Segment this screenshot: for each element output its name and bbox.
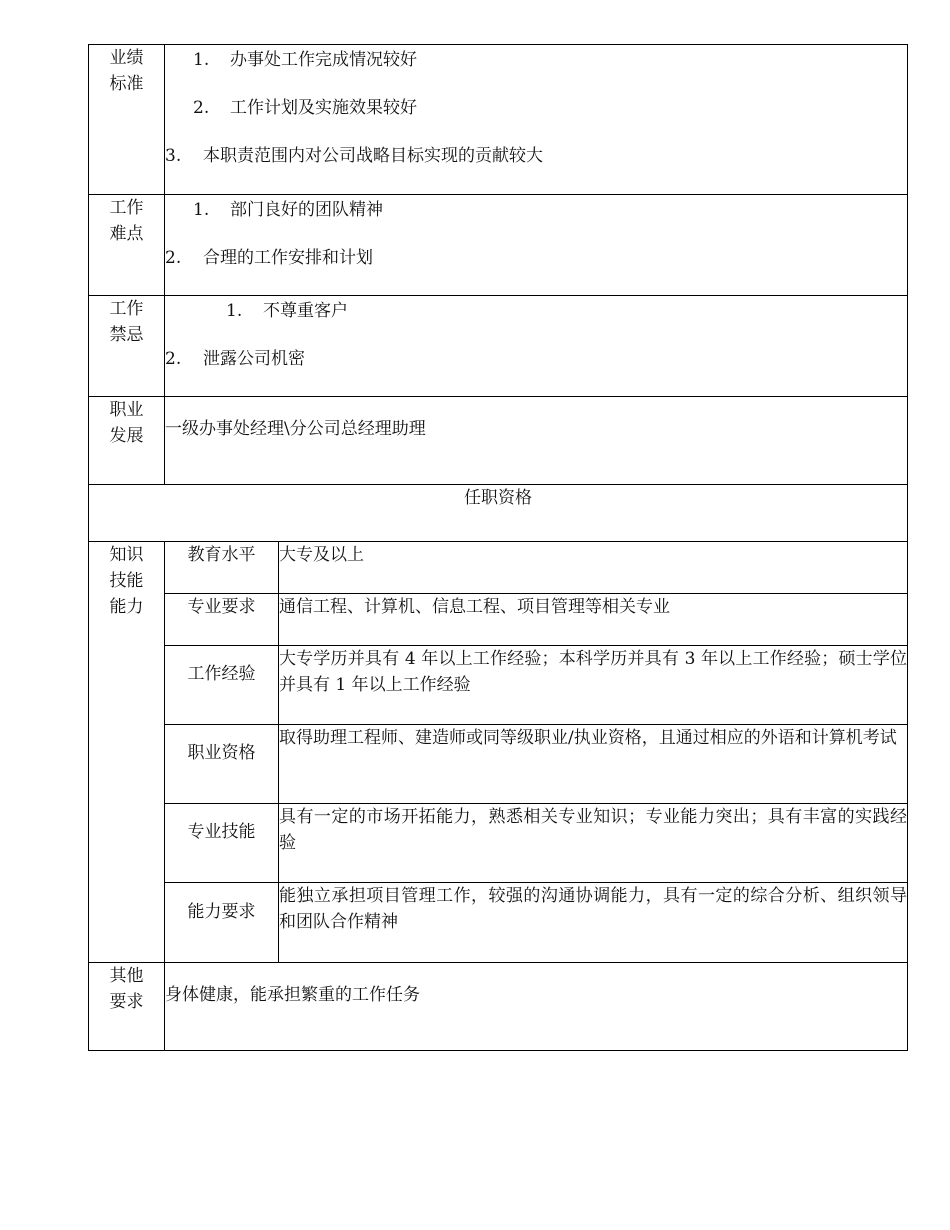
item-number: 2. bbox=[193, 98, 210, 118]
taboo-row bbox=[89, 296, 908, 397]
difficulty-label: 工作难点 bbox=[109, 198, 144, 244]
qualification-row bbox=[89, 725, 908, 804]
item-text: 本职责范围内对公司战略目标实现的贡献较大 bbox=[203, 146, 543, 166]
taboo-item bbox=[165, 296, 907, 344]
difficulty-item bbox=[165, 195, 907, 243]
performance-label-cell bbox=[89, 45, 165, 195]
qualification-row bbox=[89, 883, 908, 963]
item-number: 2. bbox=[165, 349, 182, 369]
qualification-name: 教育水平 bbox=[165, 542, 279, 594]
performance-label: 业绩标准 bbox=[109, 48, 144, 94]
career-row bbox=[89, 397, 908, 485]
taboo-label-cell bbox=[89, 296, 165, 397]
qualification-value: 大专学历并具有 4 年以上工作经验；本科学历并具有 3 年以上工作经验；硕士学位并具有 1 年以上工作经验 bbox=[279, 646, 908, 725]
performance-row bbox=[89, 45, 908, 195]
item-number: 1. bbox=[226, 301, 243, 321]
qualification-name: 专业要求 bbox=[165, 594, 279, 646]
knowledge-label: 知识技能能力 bbox=[109, 545, 144, 617]
qualification-row bbox=[89, 804, 908, 883]
other-row bbox=[89, 963, 908, 1051]
difficulty-item bbox=[165, 243, 907, 291]
item-text: 不尊重客户 bbox=[263, 301, 348, 321]
qualification-name: 专业技能 bbox=[165, 804, 279, 883]
qualifications-title: 任职资格 bbox=[89, 485, 908, 542]
career-label-cell bbox=[89, 397, 165, 485]
career-text: 一级办事处经理\分公司总经理助理 bbox=[165, 419, 426, 439]
career-content bbox=[165, 397, 908, 485]
performance-content bbox=[165, 45, 908, 195]
qualification-value: 大专及以上 bbox=[279, 542, 908, 594]
item-text: 泄露公司机密 bbox=[203, 349, 305, 369]
knowledge-label-cell bbox=[89, 542, 165, 963]
difficulty-row bbox=[89, 195, 908, 296]
qualification-row bbox=[89, 542, 908, 594]
qualification-name: 能力要求 bbox=[165, 883, 279, 963]
taboo-item bbox=[165, 344, 907, 392]
other-label: 其他要求 bbox=[109, 966, 144, 1012]
qualification-row bbox=[89, 594, 908, 646]
item-number: 1. bbox=[193, 50, 210, 70]
item-text: 合理的工作安排和计划 bbox=[203, 248, 373, 268]
job-description-table bbox=[88, 44, 908, 1051]
performance-item bbox=[165, 93, 907, 141]
other-label-cell bbox=[89, 963, 165, 1051]
performance-item bbox=[165, 45, 907, 93]
taboo-content bbox=[165, 296, 908, 397]
item-number: 2. bbox=[165, 248, 182, 268]
item-text: 部门良好的团队精神 bbox=[230, 200, 383, 220]
difficulty-content bbox=[165, 195, 908, 296]
career-label: 职业发展 bbox=[109, 400, 144, 446]
qualification-value: 能独立承担项目管理工作，较强的沟通协调能力，具有一定的综合分析、组织领导和团队合作精神 bbox=[279, 883, 908, 963]
qualifications-title-row bbox=[89, 485, 908, 542]
item-text: 办事处工作完成情况较好 bbox=[230, 50, 417, 70]
item-text: 工作计划及实施效果较好 bbox=[230, 98, 417, 118]
taboo-label: 工作禁忌 bbox=[109, 299, 144, 345]
performance-item bbox=[165, 141, 907, 189]
other-text: 身体健康，能承担繁重的工作任务 bbox=[165, 985, 420, 1005]
item-number: 3. bbox=[165, 146, 182, 166]
qualification-value: 具有一定的市场开拓能力，熟悉相关专业知识；专业能力突出；具有丰富的实践经验 bbox=[279, 804, 908, 883]
qualification-row bbox=[89, 646, 908, 725]
qualification-value: 取得助理工程师、建造师或同等级职业/执业资格，且通过相应的外语和计算机考试 bbox=[279, 725, 908, 804]
qualification-name: 工作经验 bbox=[165, 646, 279, 725]
item-number: 1. bbox=[193, 200, 210, 220]
qualification-name: 职业资格 bbox=[165, 725, 279, 804]
qualification-value: 通信工程、计算机、信息工程、项目管理等相关专业 bbox=[279, 594, 908, 646]
other-content bbox=[165, 963, 908, 1051]
difficulty-label-cell bbox=[89, 195, 165, 296]
